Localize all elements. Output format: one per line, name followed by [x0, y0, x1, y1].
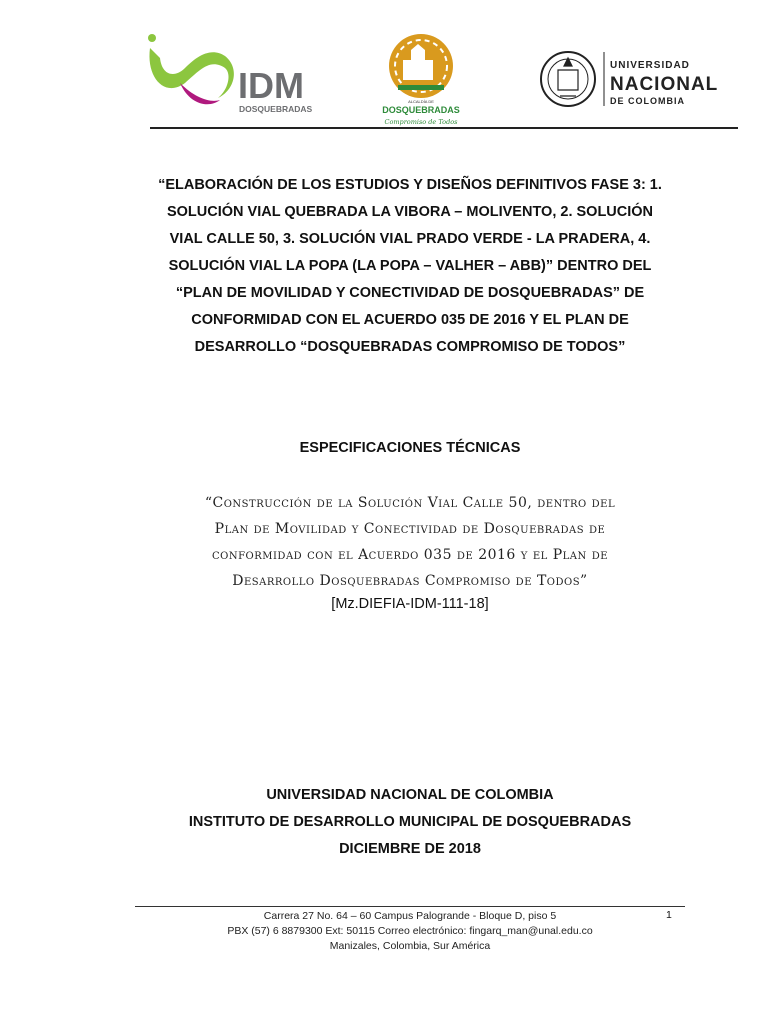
un-logo-line3: DE COLOMBIA [610, 96, 685, 106]
header-divider [150, 127, 738, 129]
dq-logo-slogan: Compromiso de Todos [384, 118, 458, 126]
idm-logo [140, 28, 320, 118]
org-line: DICIEMBRE DE 2018 [339, 841, 481, 857]
idm-logo-swoosh-magenta [180, 83, 220, 104]
spec-heading: ESPECIFICACIONES TÉCNICAS [299, 440, 521, 456]
title-line: “ELABORACIÓN DE LOS ESTUDIOS Y DISEÑOS DEFINITIVOS FASE 3: 1. [158, 177, 662, 193]
page-number: 1 [666, 909, 672, 921]
org-line: UNIVERSIDAD NACIONAL DE COLOMBIA [266, 787, 554, 803]
dq-logo-small: ALCALDÍA DE [408, 99, 434, 104]
dq-logo-name: DOSQUEBRADAS [382, 105, 460, 115]
title-line: CONFORMIDAD CON EL ACUERDO 035 DE 2016 Y EL PLAN DE [191, 312, 629, 328]
document-code: [Mz.DIEFIA-IDM-111-18] [331, 596, 489, 612]
footer-address: Carrera 27 No. 64 – 60 Campus Palogrande - Bloque D, piso 5 [263, 910, 557, 922]
un-logo-shield [558, 70, 578, 90]
subtitle-line: Desarrollo Dosquebradas Compromiso de Todos” [232, 573, 588, 589]
document-subtitle [140, 490, 680, 594]
dq-logo-stripe [398, 85, 444, 90]
title-line: SOLUCIÓN VIAL QUEBRADA LA VIBORA – MOLIVENTO, 2. SOLUCIÓN [166, 204, 654, 220]
footer-contact: PBX (57) 6 8879300 Ext: 50115 Correo electrónico: fingarq_man@unal.edu.co [227, 925, 593, 937]
subtitle-line: conformidad con el Acuerdo 035 de 2016 y el Plan de [211, 547, 609, 563]
idm-logo-sub: DOSQUEBRADAS [239, 104, 313, 114]
idm-logo-dot [148, 34, 156, 42]
title-line: SOLUCIÓN VIAL LA POPA (LA POPA – VALHER – ABB)” DENTRO DEL [168, 258, 652, 274]
subtitle-line: “Construcción de la Solución Vial Calle 50, dentro del [204, 495, 616, 511]
footer-divider [135, 906, 685, 907]
organization-block [140, 782, 680, 863]
page-footer [140, 909, 680, 954]
universidad-nacional-logo [540, 40, 730, 118]
dosquebradas-logo [378, 30, 464, 128]
footer-location: Manizales, Colombia, Sur América [329, 940, 491, 952]
header-logos [140, 28, 720, 128]
subtitle-line: Plan de Movilidad y Conectividad de Dosquebradas de [214, 521, 606, 537]
un-logo-line2: NACIONAL [610, 74, 719, 95]
idm-logo-swoosh-green [149, 48, 233, 98]
title-line: DESARROLLO “DOSQUEBRADAS COMPROMISO DE TODOS” [194, 339, 626, 355]
title-line: “PLAN DE MOVILIDAD Y CONECTIVIDAD DE DOSQUEBRADAS” DE [175, 285, 645, 301]
document-title [140, 172, 680, 361]
idm-logo-name: IDM [238, 65, 304, 106]
un-logo-line1: UNIVERSIDAD [610, 60, 690, 71]
org-line: INSTITUTO DE DESARROLLO MUNICIPAL DE DOSQUEBRADAS [188, 814, 632, 830]
title-line: VIAL CALLE 50, 3. SOLUCIÓN VIAL PRADO VERDE - LA PRADERA, 4. [169, 231, 651, 247]
